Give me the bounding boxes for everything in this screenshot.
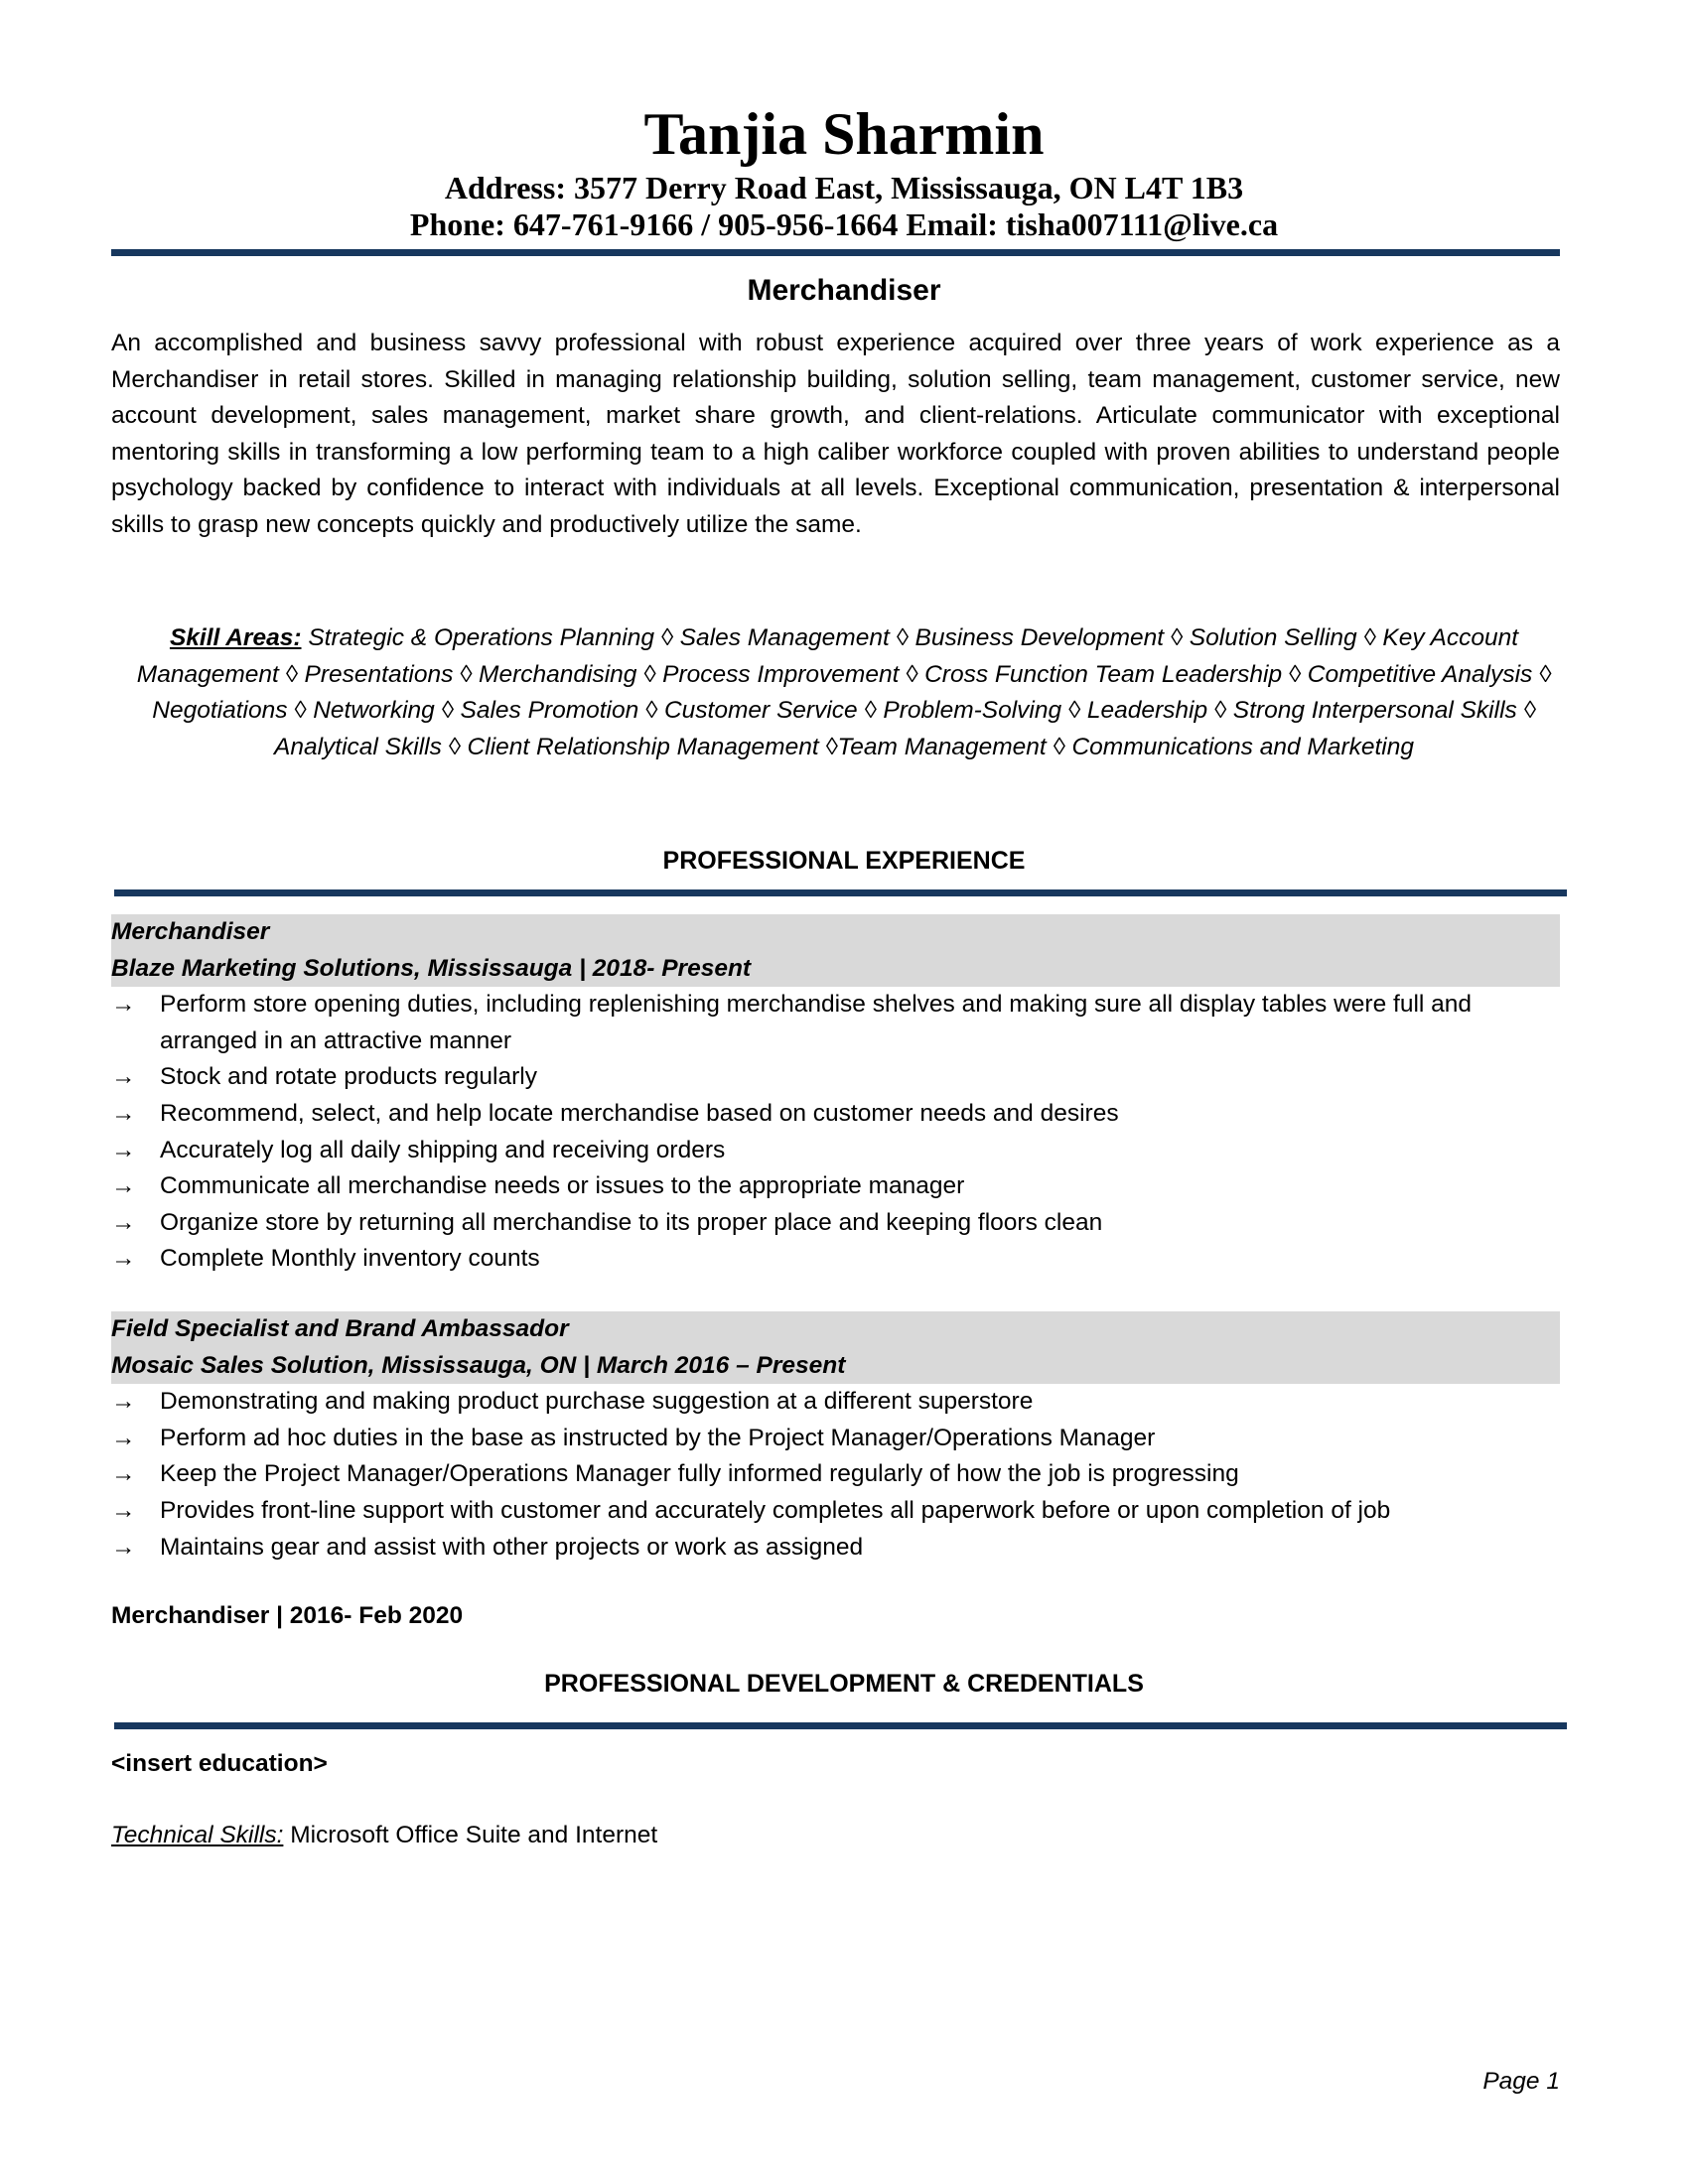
bullet-item (111, 1493, 1560, 1530)
bullet-text: Stock and rotate products regularly (160, 1063, 537, 1091)
skill-areas-label: Skill Areas: (169, 624, 302, 651)
arrow-bullet-icon: → (111, 1388, 136, 1416)
job-company: Mosaic Sales Solution, Mississauga, ON | March 2016 – Present (111, 1351, 846, 1379)
bullet-item (111, 1205, 1560, 1242)
bullet-item (111, 1096, 1560, 1133)
resume-title: Merchandiser (747, 274, 941, 307)
arrow-bullet-icon: → (111, 1172, 136, 1200)
other-job: Merchandiser | 2016- Feb 2020 (111, 1602, 464, 1629)
arrow-bullet-icon: → (111, 1245, 136, 1273)
bullet-text: Maintains gear and assist with other projects or work as assigned (160, 1533, 864, 1561)
bullet-text: Communicate all merchandise needs or issues to the appropriate manager (160, 1172, 965, 1200)
bullet-item (111, 1059, 1560, 1096)
job-header (111, 914, 1560, 987)
header-divider (111, 249, 1560, 256)
job-bullets (111, 1384, 1560, 1566)
education-placeholder: <insert education> (111, 1750, 328, 1777)
arrow-bullet-icon: → (111, 1533, 136, 1561)
bullet-item (111, 1133, 1560, 1169)
summary-paragraph: An accomplished and business savvy professional with robust experience acquired over three years of work experience as a Merchandiser in retail stores. Skilled in managing relationship building, solution selling, team management, customer service, new account development, sales management, market share growth, and client-relations. Articulate communicator with exceptional mentoring skills in transforming a low performing team to a high caliber workforce coupled with proven abilities to understand people psychology backed by confidence to interact with individuals at all levels. Exceptional communication, presentation & interpersonal skills to grasp new concepts quickly and productively utilize the same. (111, 330, 1560, 538)
bullet-text: Accurately log all daily shipping and receiving orders (160, 1136, 726, 1163)
bullet-item (111, 1241, 1560, 1278)
development-heading: PROFESSIONAL DEVELOPMENT & CREDENTIALS (544, 1670, 1144, 1698)
arrow-bullet-icon: → (111, 1208, 136, 1236)
bullet-text: Demonstrating and making product purchase suggestion at a different superstore (160, 1388, 1034, 1416)
development-divider (114, 1722, 1567, 1729)
arrow-bullet-icon: → (111, 1424, 136, 1451)
job-role: Field Specialist and Brand Ambassador (111, 1315, 569, 1342)
bullet-item (111, 1168, 1560, 1205)
skill-areas-list: Strategic & Operations Planning ◊ Sales Management ◊ Business Development ◊ Solution Selling ◊ Key Account Management ◊ Presentations ◊ Merchandising ◊ Process Improvement ◊ Cross Function Team Leadership ◊ Competitive Analysis ◊ Negotiations ◊ Networking ◊ Sales Promotion ◊ Customer Service ◊ Problem-Solving ◊ Leadership ◊ Strong Interpersonal Skills ◊ Analytical Skills ◊ Client Relationship Management ◊Team Management ◊ Communications and Marketing (136, 624, 1552, 760)
bullet-item (111, 1384, 1560, 1421)
arrow-bullet-icon: → (111, 991, 136, 1019)
bullet-text: Provides front-line support with customer and accurately completes all paperwork before or upon completion of job (160, 1496, 1391, 1524)
contact-info: Phone: 647-761-9166 / 905-956-1664 Email: tisha007111@live.ca (409, 206, 1279, 242)
arrow-bullet-icon: → (111, 1136, 136, 1163)
candidate-name: Tanjia Sharmin (643, 101, 1045, 167)
arrow-bullet-icon: → (111, 1496, 136, 1524)
skill-areas (129, 620, 1559, 765)
job-entry (111, 1311, 1560, 1566)
job-company: Blaze Marketing Solutions, Mississauga | 2018- Present (111, 954, 752, 982)
bullet-item (111, 987, 1560, 1059)
bullet-text: Perform store opening duties, including replenishing merchandise shelves and making sure all display tables were full and arranged in an attractive manner (160, 991, 1473, 1054)
job-bullets (111, 987, 1560, 1278)
address: Address: 3577 Derry Road East, Mississauga, ON L4T 1B3 (444, 170, 1244, 205)
arrow-bullet-icon: → (111, 1099, 136, 1127)
job-entry (111, 914, 1560, 1278)
bullet-text: Perform ad hoc duties in the base as instructed by the Project Manager/Operations Manager (160, 1424, 1156, 1451)
bullet-text: Organize store by returning all merchandise to its proper place and keeping floors clean (160, 1208, 1103, 1236)
page-number: Page 1 (1482, 2068, 1560, 2095)
technical-skills-value: Microsoft Office Suite and Internet (290, 1822, 658, 1848)
bullet-item (111, 1421, 1560, 1457)
technical-skills-label: Technical Skills: (111, 1822, 284, 1848)
arrow-bullet-icon: → (111, 1460, 136, 1488)
bullet-item (111, 1456, 1560, 1493)
arrow-bullet-icon: → (111, 1063, 136, 1091)
job-header (111, 1311, 1560, 1384)
experience-heading: PROFESSIONAL EXPERIENCE (662, 847, 1026, 875)
experience-divider (114, 889, 1567, 896)
technical-skills (111, 1818, 657, 1854)
bullet-text: Complete Monthly inventory counts (160, 1245, 540, 1273)
job-role: Merchandiser (111, 918, 270, 945)
bullet-text: Recommend, select, and help locate merchandise based on customer needs and desires (160, 1099, 1119, 1127)
bullet-text: Keep the Project Manager/Operations Manager fully informed regularly of how the job is progressing (160, 1460, 1239, 1488)
bullet-item (111, 1530, 1560, 1567)
